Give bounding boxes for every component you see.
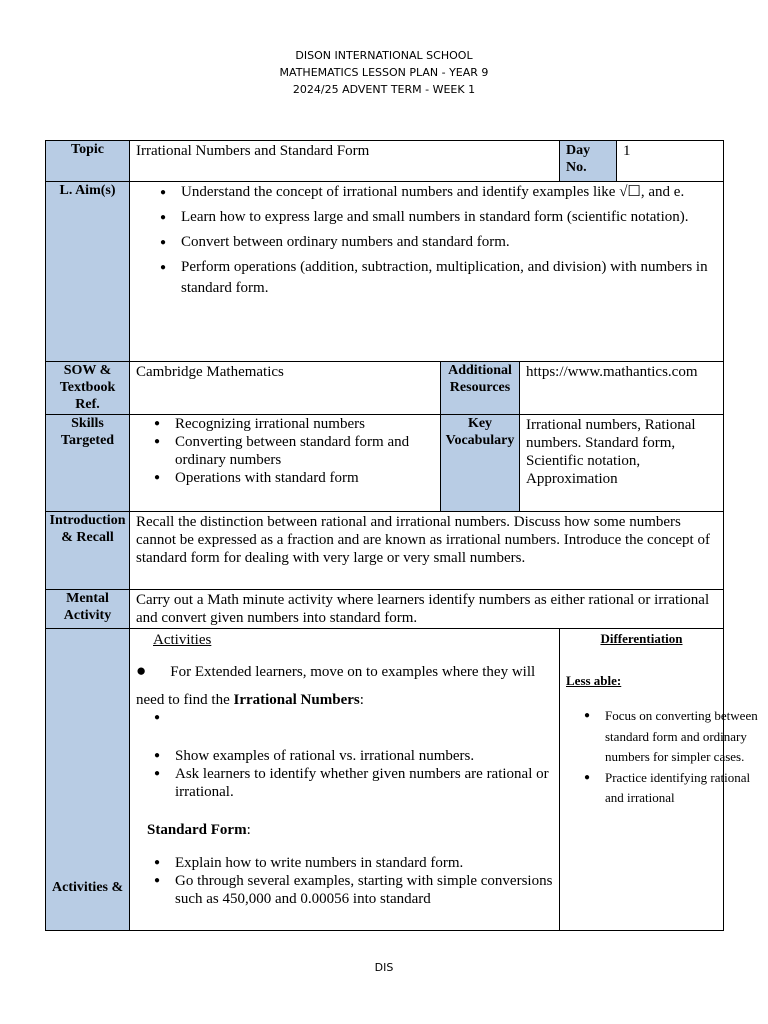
sow-label-cell bbox=[45, 361, 130, 415]
sf-item: ● Go through several examples, starting with simple conversions such as 450,000 and 0.00056 into standard bbox=[175, 872, 575, 908]
document-header bbox=[0, 47, 768, 98]
aims-list bbox=[130, 182, 715, 299]
sf-colon: : bbox=[246, 822, 251, 838]
differentiation-list bbox=[560, 706, 765, 809]
skills-label: Skills Targeted bbox=[60, 416, 115, 448]
aims-label: L. Aim(s) bbox=[59, 183, 116, 198]
irr-item: ● Ask learners to identify whether given numbers are rational or irrational. bbox=[175, 765, 575, 801]
sf-item: ● Explain how to write numbers in standard form. bbox=[175, 854, 575, 872]
aim-item: ● Convert between ordinary numbers and standard form. bbox=[181, 232, 715, 253]
mental-value-cell bbox=[129, 589, 724, 629]
activities-heading: Activities bbox=[153, 632, 212, 648]
extended-learners-text bbox=[136, 657, 554, 714]
day-label-cell bbox=[559, 140, 617, 182]
resources-label-cell bbox=[440, 361, 520, 415]
school-name: DISON INTERNATIONAL SCHOOL bbox=[295, 49, 473, 62]
skill-item: ● Operations with standard form bbox=[175, 469, 432, 487]
skills-label-cell bbox=[45, 414, 130, 512]
skill-item: ● Converting between standard form and ordinary numbers bbox=[175, 433, 432, 469]
aim-item: ● Perform operations (addition, subtraction, multiplication, and division) with numbers in standard form. bbox=[181, 257, 715, 299]
topic-label-cell bbox=[45, 140, 130, 182]
extended-bold: Irrational Numbers bbox=[233, 692, 360, 708]
diff-item: ● Practice identifying rational and irrational bbox=[605, 768, 765, 809]
skills-list bbox=[130, 415, 432, 487]
plan-title: MATHEMATICS LESSON PLAN - YEAR 9 bbox=[279, 66, 489, 79]
skills-content-cell bbox=[129, 414, 441, 512]
vocab-value-cell bbox=[519, 414, 724, 512]
activities-label: Activities & bbox=[52, 880, 124, 895]
empty-list-item bbox=[175, 709, 575, 747]
less-able-heading: Less able: bbox=[566, 673, 622, 688]
intro-value-cell bbox=[129, 511, 724, 590]
bullet-icon: ● bbox=[136, 661, 147, 680]
aims-label-cell bbox=[45, 181, 130, 362]
mental-label: Mental Activity bbox=[63, 591, 112, 623]
topic-label: Topic bbox=[71, 142, 104, 157]
day-value-cell bbox=[616, 140, 724, 182]
vocab-label: Key Vocabulary bbox=[445, 416, 515, 448]
activities-content-cell bbox=[129, 628, 560, 931]
standard-form-list bbox=[130, 854, 575, 908]
differentiation-heading: Differentiation bbox=[600, 631, 683, 646]
activities-label-cell bbox=[45, 628, 130, 931]
irr-item: ● Show examples of rational vs. irrational numbers. bbox=[175, 747, 575, 765]
resources-label: Additional Resources bbox=[448, 363, 512, 395]
vocab-value: Irrational numbers, Rational numbers. Standard form, Scientific notation, Approximation bbox=[526, 417, 696, 487]
footer: DIS bbox=[374, 961, 394, 974]
resources-value-cell bbox=[519, 361, 724, 415]
topic-value: Irrational Numbers and Standard Form bbox=[136, 143, 370, 159]
irrational-list bbox=[130, 709, 575, 801]
aims-content-cell bbox=[129, 181, 724, 362]
intro-value: Recall the distinction between rational and irrational numbers. Discuss how some numbers cannot be expressed as a fraction and are known as irrational numbers. Introduce the concept of standard form for dealing with very large or very small numbers. bbox=[136, 514, 710, 566]
standard-form-heading bbox=[147, 821, 251, 839]
skill-item: ● Recognizing irrational numbers bbox=[175, 415, 432, 433]
day-value: 1 bbox=[623, 143, 631, 159]
sow-value: Cambridge Mathematics bbox=[136, 364, 284, 380]
aim-item: ● Learn how to express large and small numbers in standard form (scientific notation). bbox=[181, 207, 715, 228]
sow-label: SOW & Textbook Ref. bbox=[59, 363, 116, 412]
resources-link[interactable]: https://www.mathantics.com bbox=[526, 364, 698, 380]
mental-label-cell bbox=[45, 589, 130, 629]
sf-heading: Standard Form bbox=[147, 822, 247, 838]
extended-text: For Extended learners, move on to examples where they will need to find the bbox=[136, 664, 536, 708]
intro-label: Introduction & Recall bbox=[49, 513, 126, 545]
term-week: 2024/25 ADVENT TERM - WEEK 1 bbox=[292, 83, 476, 96]
sow-value-cell bbox=[129, 361, 441, 415]
vocab-label-cell bbox=[440, 414, 520, 512]
extended-colon: : bbox=[359, 692, 364, 708]
day-label: Day No. bbox=[566, 143, 591, 175]
mental-value: Carry out a Math minute activity where learners identify numbers as either rational or irrational and convert given numbers into standard form. bbox=[136, 592, 710, 626]
aim-item: ● Understand the concept of irrational numbers and identify examples like √☐, and e. bbox=[181, 182, 715, 203]
topic-value-cell bbox=[129, 140, 560, 182]
differentiation-cell bbox=[559, 628, 758, 931]
intro-label-cell bbox=[45, 511, 130, 590]
diff-item: ● Focus on converting between standard form and ordinary numbers for simpler cases. bbox=[605, 706, 765, 768]
